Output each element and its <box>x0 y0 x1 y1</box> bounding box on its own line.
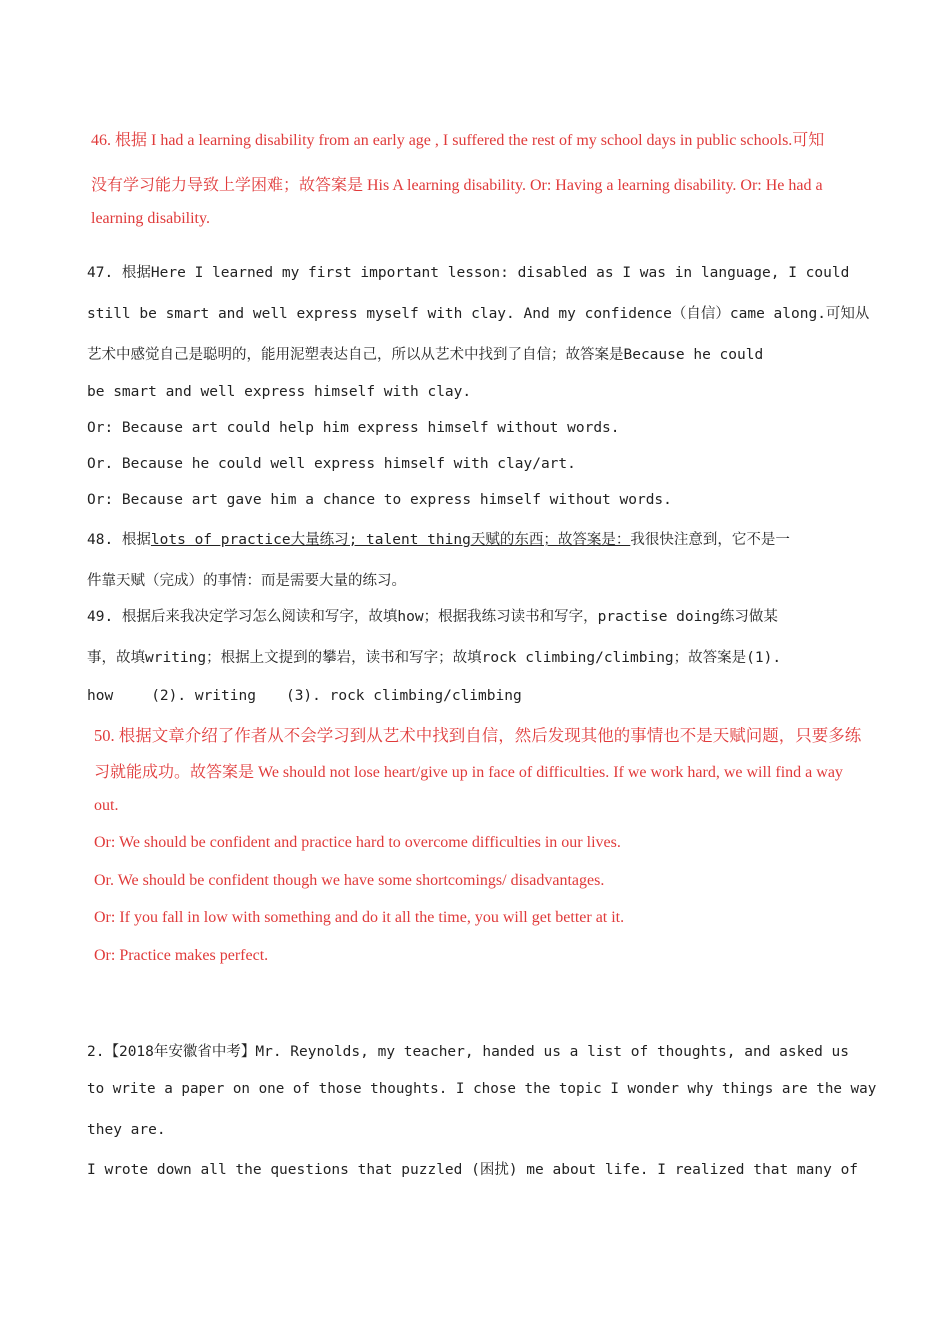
passage-line-3: they are. <box>87 1122 166 1138</box>
passage-line-1: 2.【2018年安徽省中考】Mr. Reynolds, my teacher, handed us a list of thoughts, and asked us <box>87 1044 849 1060</box>
q47-line-3: 艺术中感觉自己是聪明的，能用泥塑表达自己，所以从艺术中找到了自信；故答案是Because he could <box>87 347 764 363</box>
q49-answer-2: (2). writing <box>151 688 256 704</box>
q50-line-3: out. <box>94 797 119 814</box>
q48-line-1 <box>87 528 790 549</box>
q47-or-3: Or: Because art gave him a chance to express himself without words. <box>87 492 672 508</box>
q48-prefix: 48. 根据 <box>87 532 151 548</box>
q47-or-2: Or. Because he could well express himself with clay/art. <box>87 456 576 472</box>
q49-answer-3: (3). rock climbing/climbing <box>285 688 522 704</box>
q48-line-2: 件靠天赋（完成）的事情：而是需要大量的练习。 <box>87 573 406 589</box>
q48-suffix: 我很快注意到，它不是一 <box>630 532 790 548</box>
q50-line-2: 习就能成功。故答案是 We should not lose heart/give up in face of difficulties. If we work hard, we will find a way <box>94 764 843 781</box>
q47-line-2: still be smart and well express myself with clay. And my confidence（自信）came along.可知从 <box>87 306 870 322</box>
q50-or-3: Or: If you fall in low with something and do it all the time, you will get better at it. <box>94 909 625 926</box>
q48-underlined-answer: lots of practice大量练习; talent thing天赋的东西；故答案是： <box>150 532 631 548</box>
q50-or-4: Or: Practice makes perfect. <box>94 947 269 964</box>
q49-line-2: 事，故填writing；根据上文提到的攀岩，读书和写字；故填rock climbing/climbing；故答案是(1). <box>87 650 782 666</box>
q46-line-1: 46. 根据 I had a learning disability from an early age , I suffered the rest of my school days in public schools.可知 <box>91 132 825 149</box>
q46-line-3: learning disability. <box>91 210 210 227</box>
passage-line-2: to write a paper on one of those thoughts. I chose the topic I wonder why things are the way <box>87 1081 877 1097</box>
passage-line-4: I wrote down all the questions that puzzled (困扰) me about life. I realized that many of <box>87 1162 859 1178</box>
q46-line-2: 没有学习能力导致上学困难；故答案是 His A learning disability. Or: Having a learning disability. Or: He had a <box>91 177 823 194</box>
q47-line-1: 47. 根据Here I learned my first important lesson: disabled as I was in language, I could <box>87 265 850 281</box>
q49-answers <box>87 688 522 704</box>
q49-answer-1: how <box>87 688 114 704</box>
q50-or-2: Or. We should be confident though we have some shortcomings/ disadvantages. <box>94 872 605 889</box>
q47-line-4: be smart and well express himself with clay. <box>87 384 472 400</box>
q50-line-1: 50. 根据文章介绍了作者从不会学习到从艺术中找到自信，然后发现其他的事情也不是天赋问题，只要多练 <box>94 726 862 745</box>
q50-or-1: Or: We should be confident and practice hard to overcome difficulties in our lives. <box>94 834 621 851</box>
q47-or-1: Or: Because art could help him express himself without words. <box>87 420 620 436</box>
q49-line-1: 49. 根据后来我决定学习怎么阅读和写字，故填how；根据我练习读书和写字，practise doing练习做某 <box>87 609 778 625</box>
